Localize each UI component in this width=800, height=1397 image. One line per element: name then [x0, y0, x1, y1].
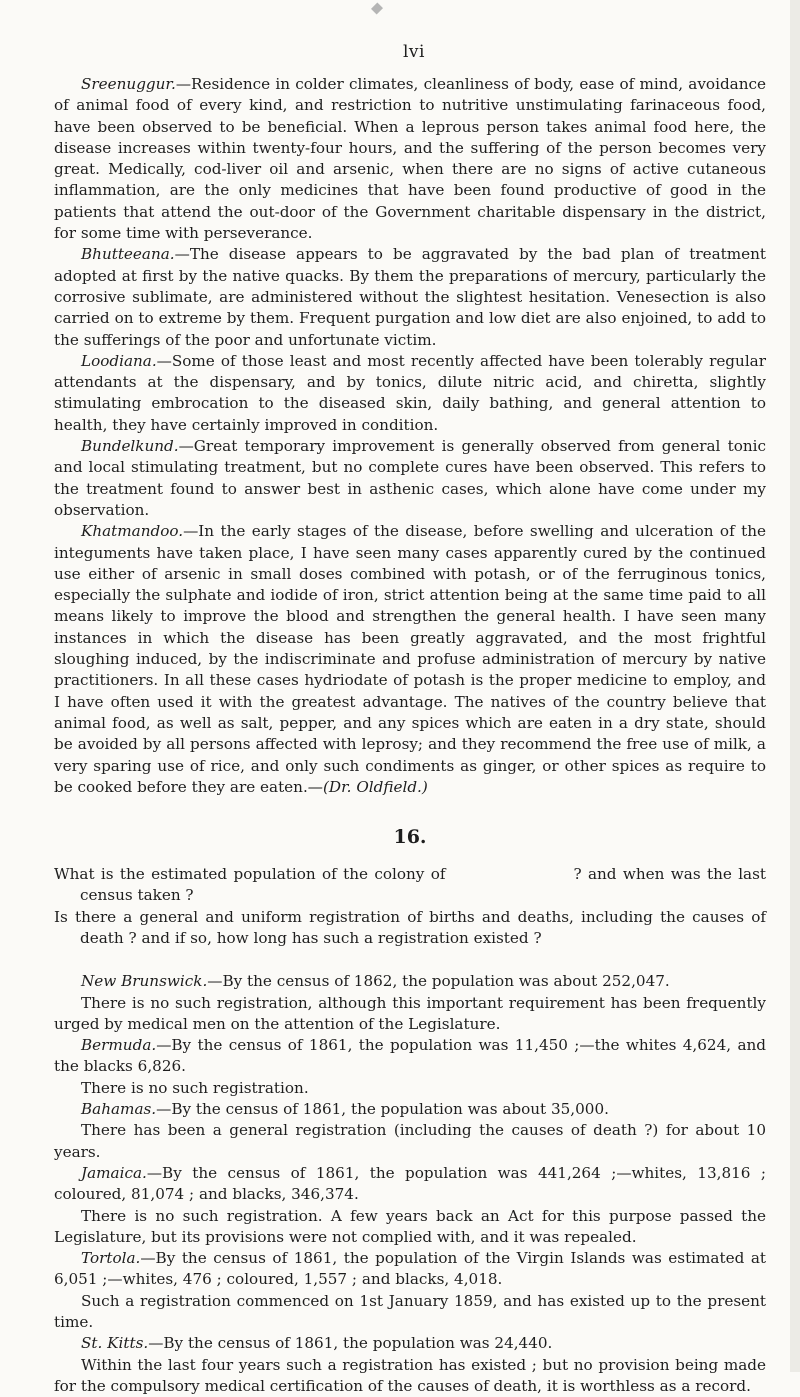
census-text: —By the census of 1861, the population was 441,264 ;—whites, 13,816 ; coloured, 81,074 ; and blacks, 346,374.: [54, 1163, 766, 1204]
document-page: [54, 0, 766, 1397]
district-entries: [54, 74, 766, 798]
colony-census: [54, 1333, 766, 1354]
section-number: 16.: [393, 826, 427, 849]
colony-census: [54, 1248, 766, 1291]
colony-name: Jamaica.: [81, 1163, 147, 1182]
colony-name: Tortola.: [81, 1249, 141, 1268]
place-name: Bundelkund.: [81, 437, 179, 456]
census-text: —By the census of 1861, the population was about 35,000.: [156, 1100, 609, 1119]
page-edge: [790, 0, 800, 1372]
paragraph-text: —Great temporary improvement is generally observed from general tonic and local stimulating treatment, but no complete cures have been observed. This refers to the treatment found to answer best in asthenic cases, which alone have come under my observation.: [54, 437, 766, 519]
census-text: —By the census of 1861, the population of the Virgin Islands was estimated at 6,051 ;—whites, 476 ; coloured, 1,557 ; and blacks, 4,018.: [54, 1249, 766, 1289]
paragraph-text: —In the early stages of the disease, before swelling and ulceration of the integuments have taken place, I have seen many cases apparently cured by the continued use either of arsenic in small doses combined with potash, or of the ferruginous tonics, especially the sulphate and iodide of iron, strict attention being at the same time paid to all means likely to improve the blood and strengthen the general health. I have seen many instances in which the disease has been greatly aggravated, and the most frightful sloughing induced, by the indiscriminate and profuse administration of mercury by native practitioners. In all these cases hydriodate of potash is the proper medicine to employ, and I have often used it with the greatest advantage. The natives of the country believe that animal food, as well as salt, pepper, and any spices which are eaten in a dry state, should be avoided by all persons affected with leprosy; and they recommend the free use of milk, a very sparing use of rice, and only such condiments as ginger, or other spices as require to be cooked before they are eaten.: [54, 522, 766, 796]
census-text: —By the census of 1862, the population was about 252,047.: [207, 972, 670, 991]
question-2: Is there a general and uniform registration of births and deaths, including the causes of death ? and if so, how long has such a registration existed ?: [54, 907, 766, 947]
paragraph-text: —Residence in colder climates, cleanliness of body, ease of mind, avoidance of animal food of every kind, and restriction to nutritive unstimulating farinaceous food, have been observed to be beneficial. When a leprous person takes animal food here, the disease increases within twenty-four hours, and the suffering of the person becomes very great. Medically, cod-liver oil and arsenic, when there are no signs of active cutaneous inflammation, are the only medicines that have been found productive of good in the patients that attend the out-door of the Government charitable dispensary in the district, for some time with perseverance.: [54, 75, 766, 243]
citation: —(Dr. Oldfield.): [307, 777, 428, 796]
registration-note: Such a registration commenced on 1st January 1859, and has existed up to the present time.: [54, 1291, 766, 1332]
colony-name: Bermuda.: [81, 1036, 157, 1055]
page-number: lvi: [403, 42, 425, 62]
registration-note: There is no such registration, although this important requirement has been frequently urged by medical men on the attention of the Legislature.: [54, 993, 766, 1033]
colony-name: Bahamas.: [81, 1100, 157, 1119]
place-name: Loodiana.: [81, 351, 157, 370]
registration-note: There is no such registration.: [81, 1078, 309, 1097]
colony-census: [54, 1035, 766, 1078]
paragraph-text: —The disease appears to be aggravated by the bad plan of treatment adopted at first by the native quacks. By them the preparations of mercury, particularly the corrosive sublimate, are administered without the slightest hesitation. Venesection is also carried on to extreme by them. Frequent purgation and low diet are also enjoined, to add to the sufferings of the poor and unfortunate victim.: [54, 245, 766, 349]
place-name: Sreenuggur.: [81, 75, 176, 93]
colony-name: St. Kitts.: [81, 1334, 149, 1353]
census-text: —By the census of 1861, the population was 24,440.: [148, 1334, 553, 1353]
district-paragraph: [54, 351, 766, 436]
census-text: —By the census of 1861, the population was 11,450 ;—the whites 4,624, and the blacks 6,826.: [54, 1036, 766, 1076]
colony-census: [54, 971, 766, 992]
colony-name: New Brunswick.: [81, 972, 208, 991]
registration-note: There is no such registration. A few years back an Act for this purpose passed the Legislature, but its provisions were not complied with, and it was repealed.: [54, 1206, 766, 1246]
district-paragraph: [54, 244, 766, 350]
place-name: Bhutteeana.: [81, 245, 175, 264]
district-paragraph: [54, 74, 766, 244]
colony-census: [54, 1099, 766, 1120]
district-paragraph: [54, 521, 766, 798]
question-1: What is the estimated population of the colony of ? and when was the last census taken ?: [54, 865, 766, 905]
place-name: Khatmandoo.: [81, 522, 184, 541]
paragraph-text: —Some of those least and most recently affected have been tolerably regular attendants at the dispensary, and by tonics, dilute nitric acid, and chiretta, slightly stimulating embrocation to the diseased skin, daily bathing, and general attention to health, they have certainly improved in condition.: [54, 351, 766, 434]
colony-census: [54, 1163, 766, 1206]
registration-note: Within the last four years such a registration has existed ; but no provision being made for the compulsory medical certification of the causes of death, it is worthless as a record.: [54, 1355, 766, 1395]
colony-entries: [54, 971, 766, 1397]
district-paragraph: [54, 436, 766, 521]
registration-note: There has been a general registration (including the causes of death ?) for about 10 years.: [54, 1121, 766, 1161]
